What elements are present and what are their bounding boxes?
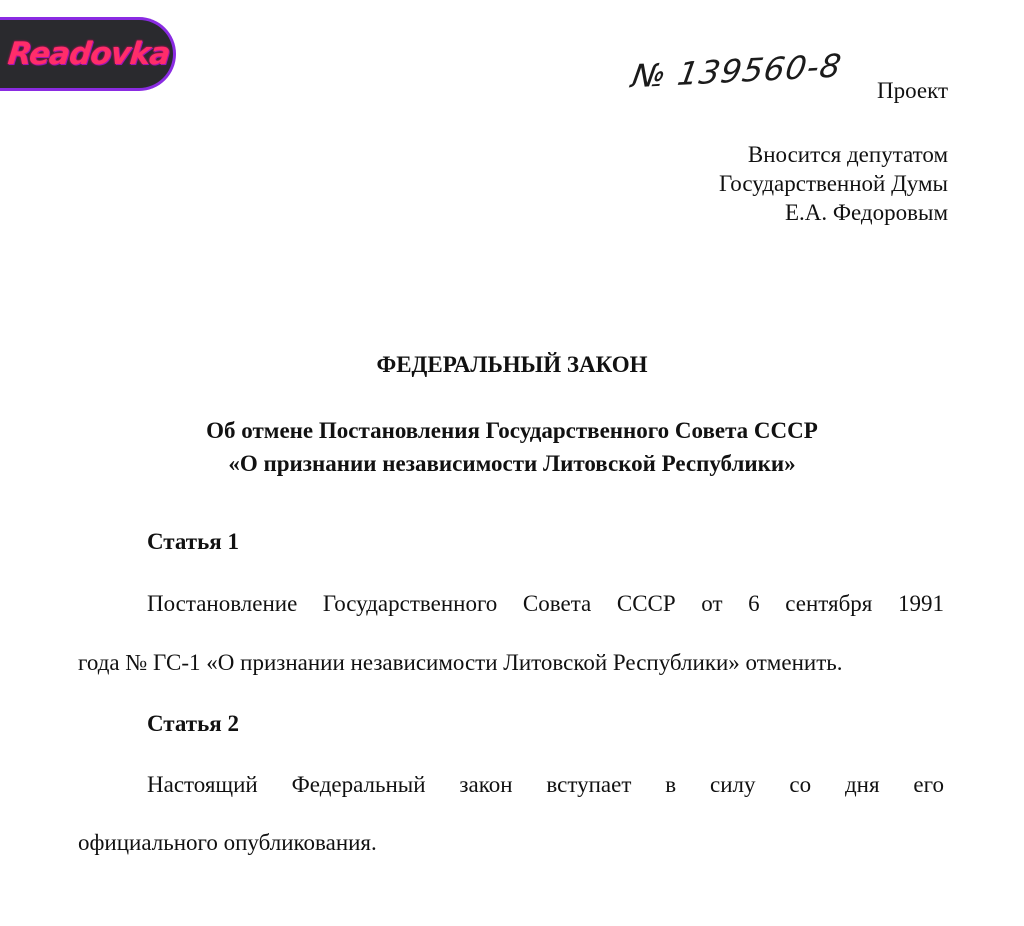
law-type-heading: ФЕДЕРАЛЬНЫЙ ЗАКОН [376, 352, 648, 377]
article-2-line: Настоящий Федеральный закон вступает в силу со дня его [147, 772, 944, 797]
project-label: Проект [876, 78, 948, 103]
article-2-heading: Статья 2 [147, 711, 239, 736]
article-1-heading: Статья 1 [147, 529, 239, 554]
law-title-line: Об отмене Постановления Государственного Совета СССР [206, 418, 818, 443]
introduced-by-line: Е.А. Федоровым [784, 200, 948, 225]
readovka-logo [0, 17, 176, 91]
introduced-by-line: Вносится депутатом [747, 142, 948, 167]
introduced-by-block [719, 140, 948, 227]
law-title [0, 414, 1024, 480]
article-1-line: года № ГС-1 «О признании независимости Литовской Республики» отменить. [78, 650, 843, 675]
article-2-line: официального опубликования. [78, 830, 377, 855]
handwritten-registration-number: № 139560-8 [628, 46, 845, 96]
introduced-by-line: Государственной Думы [719, 171, 948, 196]
law-title-line: «О признании независимости Литовской Республики» [228, 451, 796, 476]
article-1-line: Постановление Государственного Совета СССР от 6 сентября 1991 [147, 591, 944, 616]
logo-text: Readovka [5, 36, 172, 72]
